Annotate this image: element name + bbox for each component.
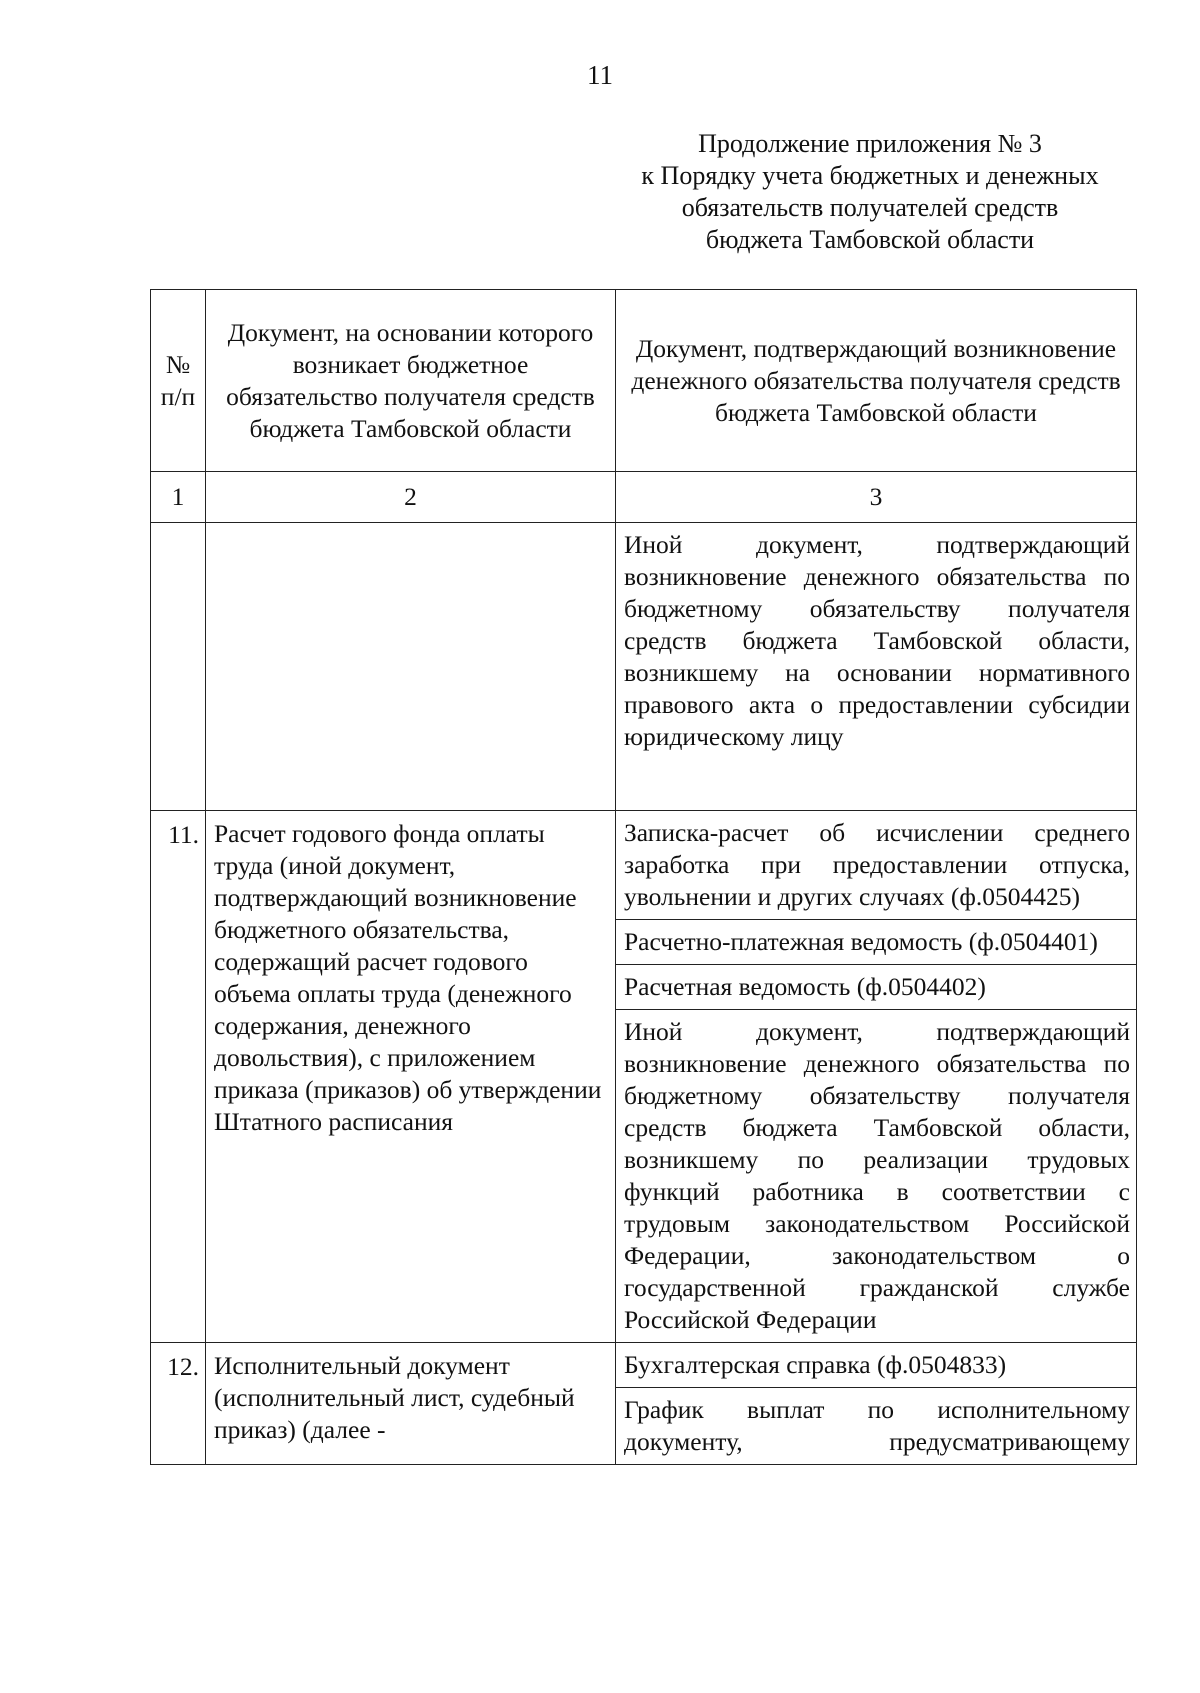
basis-document: Расчет годового фонда оплаты труда (иной документ, подтверждающий возникновение бюджетного обязательства, содержащий расчет годового объема оплаты труда (денежного содержания, денежного довольствия), с приложением приказа (приказов) об утверждении Штатного расписания (206, 811, 616, 1343)
confirming-document-cell (616, 523, 1137, 811)
appendix-note-line: бюджета Тамбовской области (705, 225, 1035, 254)
basis-document-empty (206, 523, 616, 811)
documents-table (150, 289, 1137, 1465)
table-header-row (151, 290, 1137, 472)
header-basis-document: Документ, на основании которого возникает бюджетное обязательство получателя средств бюджета Тамбовской области (206, 290, 616, 472)
appendix-note-line: обязательств получателей средств (681, 193, 1059, 222)
basis-document: Исполнительный документ (исполнительный лист, судебный приказ) (далее - (206, 1343, 616, 1465)
confirming-documents-cell (616, 811, 1137, 1343)
confirming-document-item: Расчетно-платежная ведомость (ф.0504401) (616, 919, 1136, 964)
page-number: 11 (587, 60, 613, 90)
column-number: 2 (206, 472, 616, 523)
confirming-document-item: Записка-расчет об исчислении среднего заработка при предоставлении отпуска, увольнении и других случаях (ф.0504425) (624, 818, 1130, 911)
table-row-12 (151, 1343, 1137, 1465)
confirming-document-item: График выплат по исполнительному документу, предусматривающему (616, 1387, 1136, 1464)
confirming-documents-cell (616, 1343, 1137, 1465)
row-number-empty (151, 523, 206, 811)
row-number: 11. (151, 811, 206, 1343)
appendix-note-line: Продолжение приложения № 3 (698, 129, 1042, 158)
table-row-continued (151, 523, 1137, 811)
header-number: № п/п (151, 290, 206, 472)
confirming-document-item: Иной документ, подтверждающий возникновение денежного обязательства по бюджетному обязательству получателя средств бюджета Тамбовской области, возникшему по реализации трудовых функций работника в соответствии с трудовым законодательством Российской Федерации, законодательством о государственной гражданской службе Российской Федерации (616, 1009, 1136, 1342)
confirming-document-item: Бухгалтерская справка (ф.0504833) (624, 1350, 1007, 1379)
confirming-document-item: Расчетная ведомость (ф.0504402) (616, 964, 1136, 1009)
appendix-note-line: к Порядку учета бюджетных и денежных (641, 161, 1099, 190)
column-numbers-row (151, 472, 1137, 523)
column-number: 3 (616, 472, 1137, 523)
table-row-11 (151, 811, 1137, 1343)
header-confirming-document: Документ, подтверждающий возникновение денежного обязательства получателя средств бюджета Тамбовской области (616, 290, 1137, 472)
column-number: 1 (151, 472, 206, 523)
row-number: 12. (151, 1343, 206, 1465)
appendix-note (600, 128, 1140, 256)
confirming-document-item: Иной документ, подтверждающий возникновение денежного обязательства по бюджетному обязательству получателя средств бюджета Тамбовской области, возникшему на основании нормативного правового акта о предоставлении субсидии юридическому лицу (624, 530, 1130, 751)
